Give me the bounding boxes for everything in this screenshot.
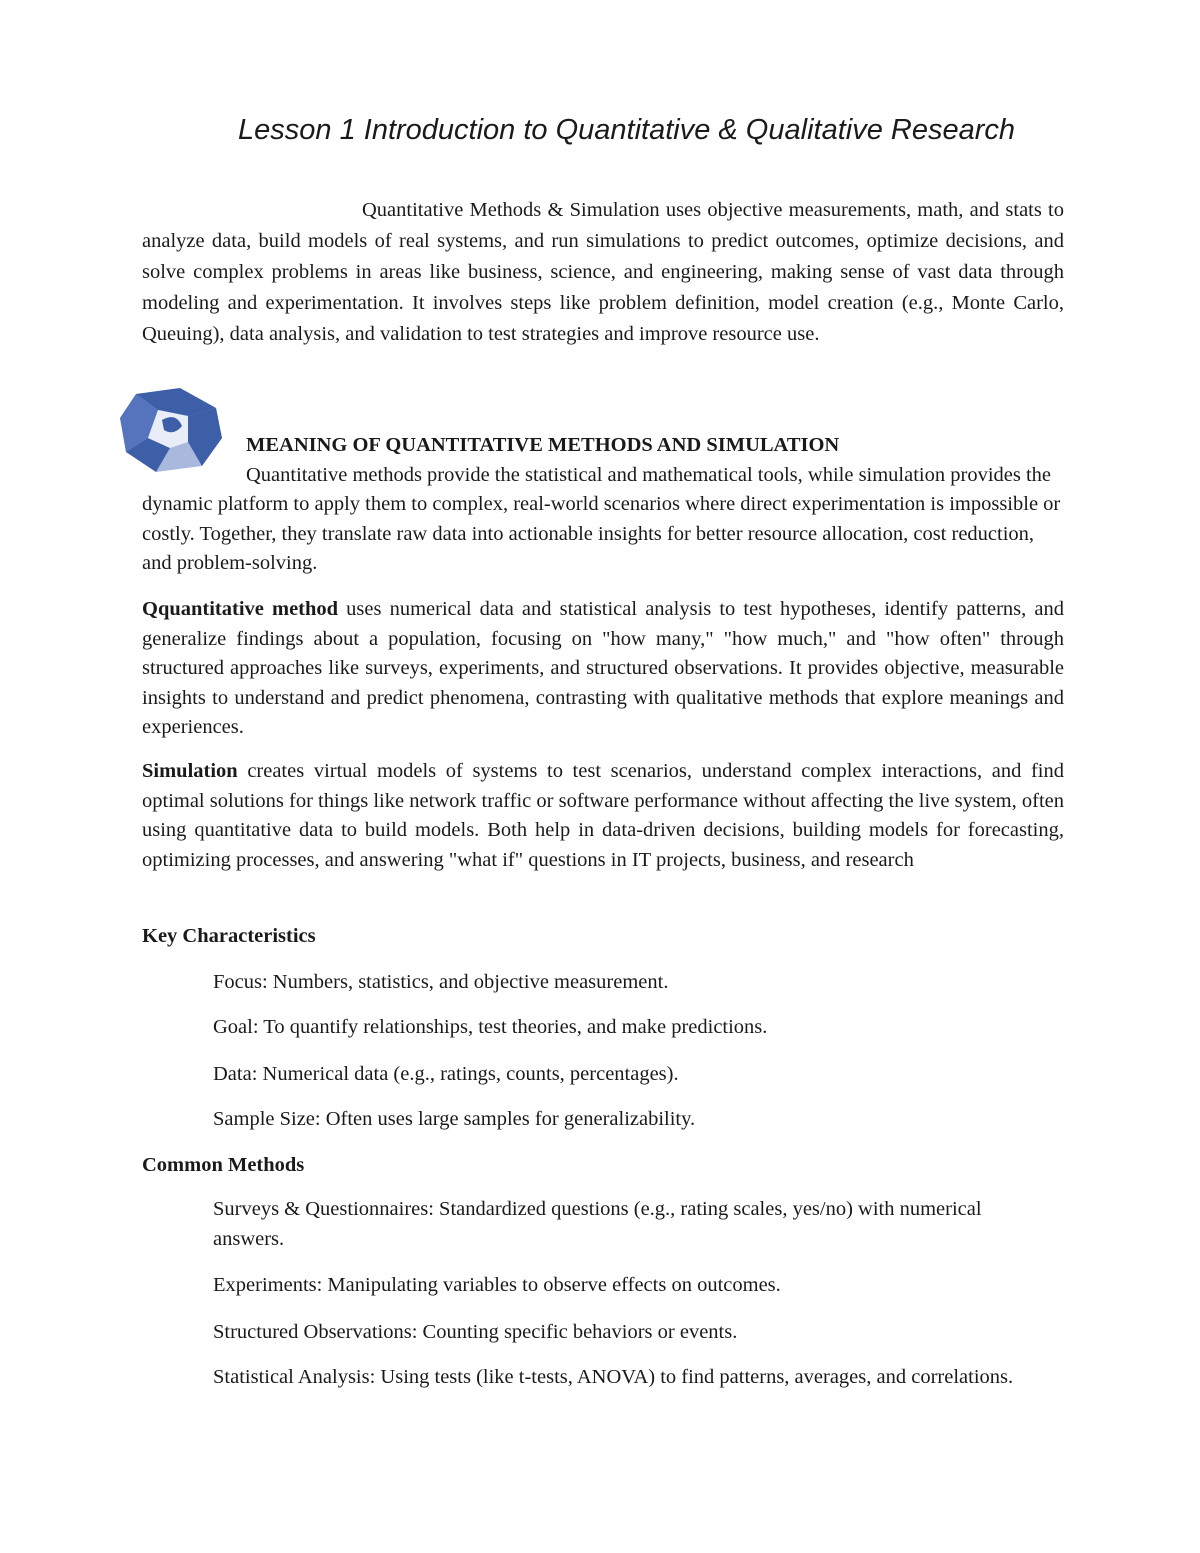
simulation-paragraph <box>142 757 1064 875</box>
quantitative-text: uses numerical data and statistical analysis to test hypotheses, identify patterns, and generalize findings about a population, focusing on "how many," "how much," and "how often" through structured approaches like surveys, experiments, and structured observations. It provides objective, measurable insights to understand and predict phenomena, contrasting with qualitative methods that explore meanings and experiences. <box>142 598 1064 738</box>
simulation-text: creates virtual models of systems to test scenarios, understand complex interactions, and find optimal solutions for things like network traffic or software performance without affecting the live system, often using quantitative data to build models. Both help in data-driven decisions, building models for forecasting, optimizing processes, and answering "what if" questions in IT projects, business, and research <box>142 760 1064 871</box>
meaning-paragraph <box>142 461 1064 578</box>
cube-logo-icon <box>118 386 224 472</box>
quantitative-term: Qquantitative method <box>142 598 339 620</box>
list-item: Sample Size: Often uses large samples for generalizability. <box>213 1108 696 1130</box>
simulation-term: Simulation <box>142 760 238 782</box>
intro-paragraph <box>142 195 1064 350</box>
list-item: Goal: To quantify relationships, test theories, and make predictions. <box>213 1016 768 1038</box>
list-item: Surveys & Questionnaires: Standardized questions (e.g., rating scales, yes/no) with numerical answers. <box>213 1198 982 1250</box>
list-item: Structured Observations: Counting specific behaviors or events. <box>213 1321 738 1343</box>
meaning-heading: MEANING OF QUANTITATIVE METHODS AND SIMULATION <box>246 434 840 456</box>
common-methods-heading: Common Methods <box>142 1154 305 1176</box>
list-item: Statistical Analysis: Using tests (like t-tests, ANOVA) to find patterns, averages, and correlations. <box>213 1366 1014 1388</box>
intro-text: Quantitative Methods & Simulation uses objective measurements, math, and stats to analyze data, build models of real systems, and run simulations to predict outcomes, optimize decisions, and solve complex problems in areas like business, science, and engineering, making sense of vast data through modeling and experimentation. It involves steps like problem definition, model creation (e.g., Monte Carlo, Queuing), data analysis, and validation to test strategies and improve resource use. <box>142 199 1064 345</box>
list-item: Experiments: Manipulating variables to observe effects on outcomes. <box>213 1274 781 1296</box>
meaning-text: Quantitative methods provide the statistical and mathematical tools, while simulation provides the dynamic platform to apply them to complex, real-world scenarios where direct experimentation is impossible or costly. Together, they translate raw data into actionable insights for better resource allocation, cost reduction, and problem-solving. <box>142 464 1061 574</box>
page-title: Lesson 1 Introduction to Quantitative & Qualitative Research <box>238 114 1015 146</box>
list-item: Data: Numerical data (e.g., ratings, counts, percentages). <box>213 1063 679 1085</box>
quantitative-paragraph <box>142 595 1064 743</box>
list-item: Focus: Numbers, statistics, and objective measurement. <box>213 971 669 993</box>
key-characteristics-heading: Key Characteristics <box>142 925 316 947</box>
